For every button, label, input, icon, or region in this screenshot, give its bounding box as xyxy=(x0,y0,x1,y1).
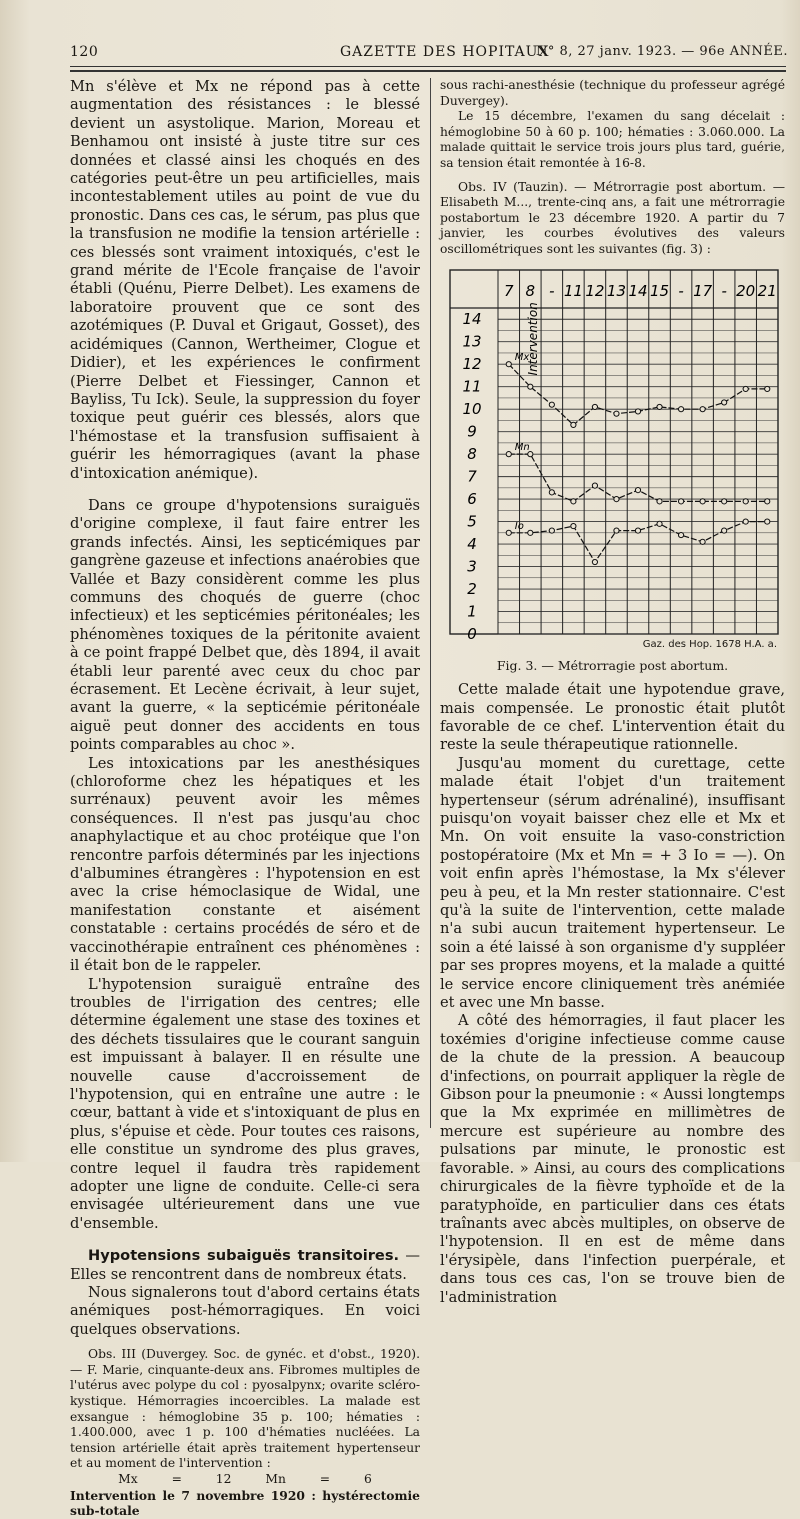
series-label-mx: Mx xyxy=(514,351,530,363)
data-point-mx xyxy=(722,399,727,404)
paragraph: L'hypotension suraiguë entraîne des troubles de l'irrigation des centres; elle détermine également une stase des toxines et des déchets tissulaires que le courant sanguin est impuissant à balayer. Il en résulte une nouvelle cause d'accroissement de l'hypotension, qui en entraîne une autre : le cœur, battant à vide et s'intoxiquant de plus en plus, s'épuise et cède. Pour toutes ces raisons, elle constitue un syndrome des plus graves, contre lequel il faudra très rapidement adopter une ligne de conduite. Celle-ci sera envisagée ultérieurement dans une vue d'ensemble. xyxy=(70,975,420,1232)
y-tick-label: 8 xyxy=(467,444,477,463)
data-point-mx xyxy=(765,386,770,391)
data-point-io xyxy=(592,559,597,564)
right-column xyxy=(440,78,785,1307)
data-point-mx xyxy=(592,404,597,409)
y-tick-label: 1 xyxy=(467,602,477,621)
paragraph: Cette malade était une hypotendue grave, mais compensée. Le pronostic était plutôt favorable de ce chef. L'intervention était du reste la seule thérapeutique rationnelle. xyxy=(440,681,785,754)
x-tick-label: - xyxy=(678,281,684,300)
data-point-mn xyxy=(571,498,576,503)
data-point-mx xyxy=(549,402,554,407)
x-tick-label: 20 xyxy=(736,281,756,300)
data-point-mn xyxy=(592,483,597,488)
x-tick-label: 14 xyxy=(628,281,648,300)
data-point-mx xyxy=(657,404,662,409)
data-point-mx xyxy=(635,408,640,413)
observation-3-intervention: Intervention le 7 novembre 1920 : hystérectomie sub-totale xyxy=(70,1487,420,1519)
section-heading: Hypotensions subaiguës transitoires. xyxy=(88,1247,400,1265)
data-point-io xyxy=(528,530,533,535)
paragraph: Le 15 décembre, l'examen du sang décelait : hémoglobine 50 à 60 p. 100; hématies : 3.060.000. La malade quittait le service trois jours plus tard, guérie, sa tension était remontée à 16-8. xyxy=(440,109,785,170)
data-point-io xyxy=(722,528,727,533)
data-point-mx xyxy=(571,422,576,427)
x-tick-label: 21 xyxy=(757,281,777,300)
data-point-mx xyxy=(614,411,619,416)
x-tick-label: - xyxy=(549,281,555,300)
y-tick-label: 14 xyxy=(462,309,482,328)
paragraph: Les intoxications par les anesthésiques (chloroforme chez les hépatiques et les surrénaux) peuvent avoir les mêmes conséquences. Il n'est pas jusqu'au choc anaphylactique et au choc protéique que l'on rencontre parfois déterminés par les injections d'albumines étrangères : l'hypotension en est avec la crise hémoclasique de Widal, une manifestation constante et aisément constatable : certains procédés de séro et de vaccinothérapie entraînent ces phénomènes : il était bon de le rappeler. xyxy=(70,754,420,975)
x-tick-label: - xyxy=(721,281,727,300)
column-divider xyxy=(430,78,431,1128)
data-point-io xyxy=(571,523,576,528)
y-tick-label: 0 xyxy=(467,624,477,643)
paragraph: Dans ce groupe d'hypotensions suraiguës d'origine complexe, il faut faire entrer les grands infectés. Ainsi, les septicémiques par gangrène gazeuse et infections anaérobies que Vallée et Bazy considèrent comme les plus communs des choqués de guerre (choc infectieux) et les septicémies péritonéales; les phénomènes toxiques de la péritonite avaient à ce point frappé Delbet que, dès 1894, il avait établi leur parenté avec ceux du choc par écrasement. Et Lecène écrivait, à leur sujet, avant la guerre, « la septicémie péritonéale aiguë peut donner des accidents en tous points comparables au choc ». xyxy=(70,496,420,754)
data-point-mn xyxy=(657,498,662,503)
header-rule xyxy=(70,66,786,67)
paragraph: Hypotensions subaiguës transitoires. — Elles se rencontrent dans de nombreux états. xyxy=(70,1247,421,1283)
series-label-mn: Mn xyxy=(514,441,530,453)
y-tick-label: 3 xyxy=(467,557,477,576)
x-tick-label: 15 xyxy=(649,281,670,300)
x-tick-label: 13 xyxy=(606,281,627,300)
figure-caption: Fig. 3. — Métrorragie post abortum. xyxy=(496,657,729,673)
series-label-io: Io xyxy=(514,520,524,532)
data-point-mn xyxy=(743,498,748,503)
data-point-mn xyxy=(678,498,683,503)
data-point-mn xyxy=(765,498,770,503)
data-point-io xyxy=(765,519,770,524)
series-line-mx xyxy=(509,364,767,425)
paragraph: Nous signalerons tout d'abord certains états anémiques post-hémorragiques. En voici quelques observations. xyxy=(70,1284,420,1338)
data-point-io xyxy=(614,528,619,533)
y-tick-label: 11 xyxy=(462,377,482,396)
y-tick-label: 10 xyxy=(462,399,482,418)
data-point-io xyxy=(635,528,640,533)
data-point-mx xyxy=(743,386,748,391)
y-tick-label: 5 xyxy=(467,512,477,531)
page-number: 120 xyxy=(70,44,99,60)
journal-title: GAZETTE DES HOPITAUX xyxy=(340,44,550,60)
x-tick-label: 17 xyxy=(693,281,713,300)
x-tick-label: 12 xyxy=(585,281,605,300)
issue-info: N° 8, 27 janv. 1923. — 96e ANNÉE. xyxy=(535,44,788,59)
data-point-mn xyxy=(549,489,554,494)
series-line-mn xyxy=(509,454,767,501)
data-point-mx xyxy=(678,406,683,411)
data-point-mx xyxy=(528,384,533,389)
observation-4: Obs. IV (Tauzin). — Métrorragie post abortum. — Elisabeth M..., trente-cinq ans, a fait une métrorragie postabortum le 23 décembre 1920. A partir du 7 janvier, les courbes évolutives des valeurs oscillométriques sont les suivantes (fig. 3) : xyxy=(440,179,785,256)
data-point-mx xyxy=(700,406,705,411)
left-column xyxy=(70,78,420,1519)
data-point-mn xyxy=(635,487,640,492)
header-rule-thick xyxy=(70,70,786,72)
data-point-io xyxy=(743,519,748,524)
y-tick-label: 9 xyxy=(467,422,477,441)
data-point-mn xyxy=(506,451,511,456)
data-point-io xyxy=(657,521,662,526)
paragraph: A côté des hémorragies, il faut placer les toxémies d'origine infectieuse comme cause de la chute de la pression. A beaucoup d'infections, on pourrait appliquer la règle de Gibson pour la pneumonie : « Aussi longtemps que la Mx exprimée en millimètres de mercure est supérieure au nombre des pulsations par minute, le pronostic est favorable. » Ainsi, au cours des complications chirurgicales de la fièvre typhoïde et de la paratyphoïde, en particulier dans ces états traînants avec abcès multiples, on observe de l'hypotension. Il en est de même dans l'érysipèle, dans l'infection puerpérale, et dans tous ces cas, l'on se trouve bien de l'administration xyxy=(440,1012,785,1306)
paragraph: Mn s'élève et Mx ne répond pas à cette augmentation des résistances : le blessé devient un asystolique. Marion, Moreau et Benhamou ont insisté à juste titre sur ces données et classé ainsi les choqués en des catégories peut-être un peu artificielles, mais incontestablement utiles au point de vue du pronostic. Dans ces cas, le sérum, pas plus que la transfusion ne modifie la tension artérielle : ces blessés sont vraiment intoxiqués, c'est le grand mérite de l'Ecole française de l'avoir établi (Quénu, Pierre Delbet). Les examens de laboratoire prouvent que ce sont des azotémiques (P. Duval et Grigaut, Gosset), des acidémiques (Cannon, Wertheimer, Clogue et Didier), et les expériences le confirment (Pierre Delbet et Fiessinger, Cannon et Bayliss, Tu Ick). Seule, la suppression du foyer toxique peut guérir ces blessés, alors que l'hémostase et la transfusion suffisaient à guérir les hémorragiques (avant la phase d'intoxication anémique). xyxy=(70,78,420,482)
data-point-mx xyxy=(506,361,511,366)
figure-credit: Gaz. des Hop. 1678 H.A. a. xyxy=(642,638,777,650)
chart-annotation: Intervention xyxy=(526,301,541,375)
observation-3: Obs. III (Duvergey. Soc. de gynéc. et d'obst., 1920). — F. Marie, cinquante-deux ans. Fibromes multiples de l'utérus avec polype du col : pyosalpynx; ovarite scléro-kystique. Hémorragies incoercibles. La malade est exsangue : hémoglobine 35 p. 100; hématies : 1.400.000, avec 1 p. 100 d'hématies nucléées. La tension artérielle était après traitement hypertenseur et au moment de l'intervention : xyxy=(70,1347,420,1471)
x-tick-label: 7 xyxy=(503,281,514,300)
x-tick-label: 11 xyxy=(563,281,583,300)
y-tick-label: 12 xyxy=(462,354,482,373)
data-point-mn xyxy=(722,498,727,503)
chart-frame xyxy=(450,270,778,634)
x-tick-label: 8 xyxy=(525,281,536,300)
data-point-io xyxy=(549,528,554,533)
y-tick-label: 4 xyxy=(467,534,477,553)
y-tick-label: 2 xyxy=(467,579,477,598)
y-tick-label: 7 xyxy=(467,467,477,486)
y-tick-label: 6 xyxy=(467,489,477,508)
data-point-mn xyxy=(700,498,705,503)
oscillometric-chart xyxy=(440,262,785,654)
data-point-mn xyxy=(614,496,619,501)
paragraph: Jusqu'au moment du curettage, cette malade était l'objet d'un traitement hypertenseur (sérum adrénaliné), insuffisant puisqu'on voyait baisser chez elle et Mx et Mn. On voit ensuite la vaso-constriction postopératoire (Mx et Mn = + 3 Io = —). On voit enfin après l'hémostase, la Mx s'élever peu à peu, et la Mn rester stationnaire. C'est qu'à la suite de l'intervention, cette malade n'a subi aucun traitement hypertenseur. Le soin a été laissé à son organisme d'y suppléer par ses propres moyens, et la malade a quitté le service encore cliniquement très anémiée et avec une Mn basse. xyxy=(440,754,785,1012)
observation-3-values: Mx = 12 Mn = 6 xyxy=(118,1471,372,1486)
page-header xyxy=(70,44,788,64)
paragraph: sous rachi-anesthésie (technique du professeur agrégé Duvergey). xyxy=(440,78,785,108)
data-point-io xyxy=(700,539,705,544)
figure-3 xyxy=(440,262,785,654)
data-point-io xyxy=(678,532,683,537)
data-point-io xyxy=(506,530,511,535)
y-tick-label: 13 xyxy=(462,332,482,351)
